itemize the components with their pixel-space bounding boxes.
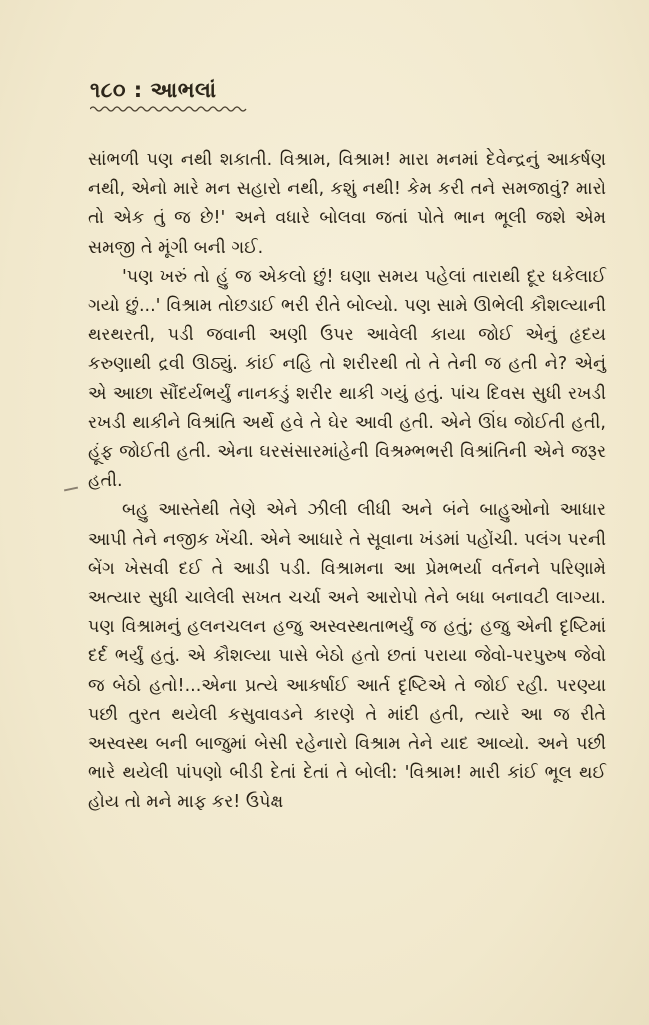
paragraph-1: સાંભળી પણ નથી શકાતી. વિશ્રામ, વિશ્રામ! મારા મનમાં દેવેન્દ્રનું આકર્ષણ નથી, એનો મારે મન સહારો નથી, કશું નથી! કેમ કરી તને સમજાવું? મારો તો એક તું જ છે!' અને વધારે બોલવા જતાં પોતે ભાન ભૂલી જશે એમ સમજી તે મૂંગી બની ગઈ.	[88, 150, 606, 258]
running-header	[90, 78, 390, 113]
page-number-and-title: ૧૮૦ : આભલાં	[90, 78, 217, 102]
paragraph-2: 'પણ ખરું તો હું જ એકલો છું! ઘણા સમય પહેલાં તારાથી દૂર ધકેલાઈ ગયો છું...' વિશ્રામ તોછડાઈ ભરી રીતે બોલ્યો. પણ સામે ઊભેલી કૌશલ્યાની થરથરતી, પડી જવાની અણી ઉપર આવેલી કાયા જોઈ એનું હૃદય કરુણાથી દ્રવી ઊઠ્યું. કાંઈ નહિ તો શરીરથી તો તે તેની જ હતી ને? એનું એ આછા સૌંદર્યભર્યું નાનકડું શરીર થાકી ગયું હતું. પાંચ દિવસ સુધી રખડી રખડી થાકીને વિશ્રાંતિ અર્થે હવે તે ઘેર આવી હતી. એને ઊંઘ જોઈતી હતી, હૂંફ જોઈતી હતી. એના ઘરસંસારમાંહેની વિશ્રમ્ભભરી વિશ્રાંતિની એને જરૂર હતી.	[88, 266, 606, 492]
body-text	[88, 146, 606, 818]
paragraph-3: બહુ આસ્તેથી તેણે એને ઝીલી લીધી અને બંને બાહુઓનો આધાર આપી તેને નજીક ખેંચી. એને આધારે તે સૂવાના ખંડમાં પહોંચી. પલંગ પરની બેંગ ખેસવી દઈ તે આડી પડી. વિશ્રામના આ પ્રેમભર્યા વર્તનને પરિણામે અત્યાર સુધી ચાલેલી સખત ચર્ચા અને આરોપો તેને બધા બનાવટી લાગ્યા. પણ વિશ્રામનું હલનચલન હજુ અસ્વસ્થતાભર્યું જ હતું; હજુ એની દૃષ્ટિમાં દર્દ ભર્યું હતું. એ કૌશલ્યા પાસે બેઠો હતો છતાં પરાયા જેવો-પરપુરુષ જેવો જ બેઠો હતો!...એના પ્રત્યે આકર્ષાઈ આર્ત દૃષ્ટિએ તે જોઈ રહી. પરણ્યા પછી તુરત થયેલી કસુવાવડને કારણે તે માંદી હતી, ત્યારે આ જ રીતે અસ્વસ્થ બની બાજુમાં બેસી રહેનારો વિશ્રામ તેને યાદ આવ્યો. અને પછી ભારે થયેલી પાંપણો બીડી દેતાં દેતાં તે બોલી: 'વિશ્રામ! મારી કાંઈ ભૂલ થઈ હોય તો મને માફ કર! ઉપેક્ષ	[88, 500, 606, 813]
wavy-underline-ornament	[90, 105, 248, 113]
margin-pencil-mark	[64, 487, 78, 492]
